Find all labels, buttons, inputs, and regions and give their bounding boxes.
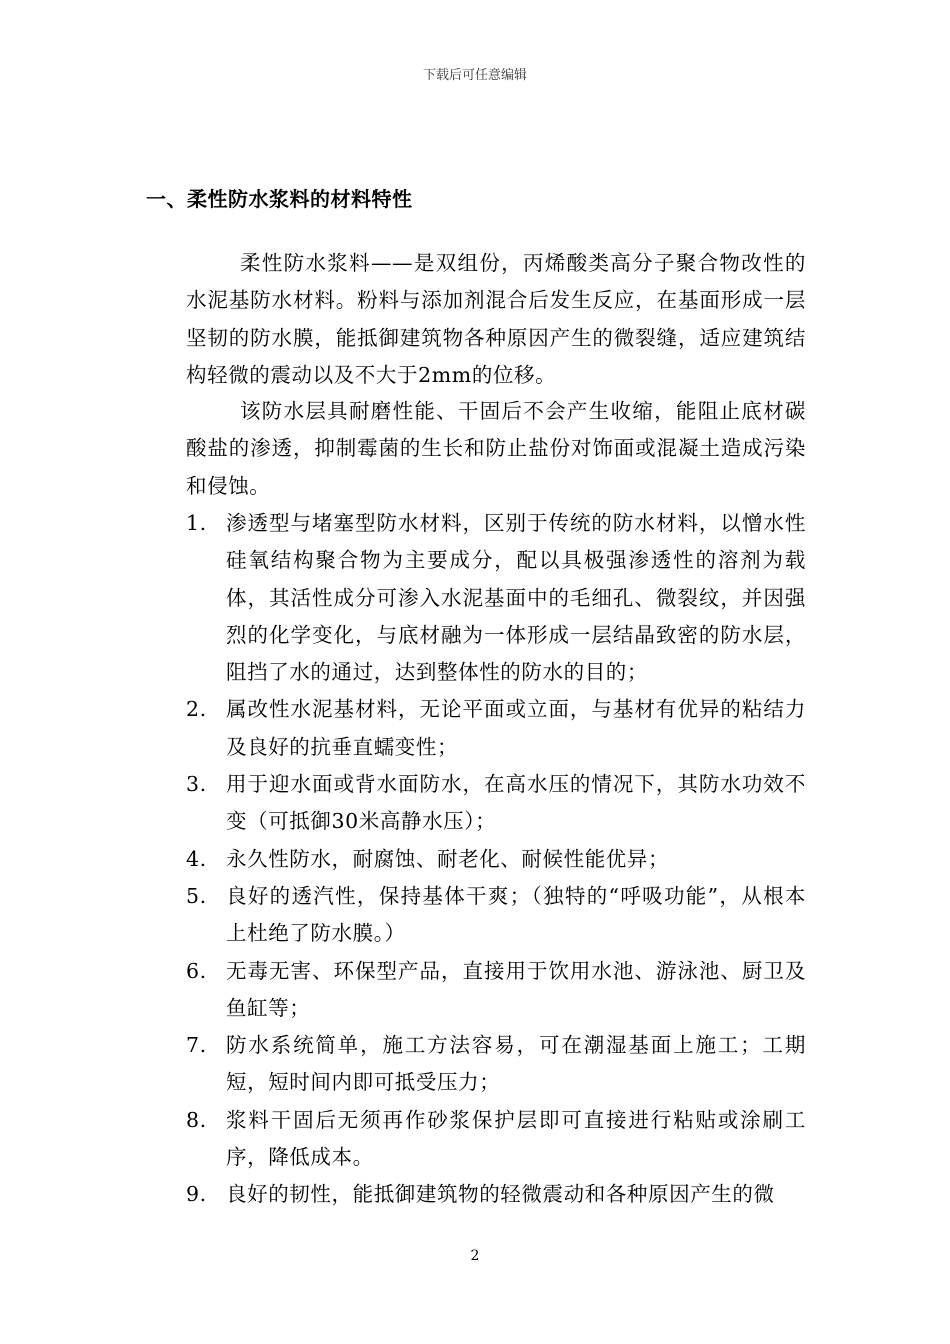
list-item-text: 属改性水泥基材料，无论平面或立面，与基材有优异的粘结力及良好的抗垂直蠕变性；: [226, 697, 806, 759]
list-item-text: 良好的韧性，能抵御建筑物的轻微震动和各种原因产生的微: [226, 1182, 775, 1207]
list-item: [186, 1176, 806, 1213]
feature-list: [186, 505, 806, 1214]
list-item: [186, 766, 806, 841]
list-number: 4.: [186, 846, 207, 871]
list-number: 9.: [186, 1182, 207, 1207]
list-item: [186, 878, 806, 953]
paragraph-text: 柔性防水浆料——是双组份，丙烯酸类高分子聚合物改性的水泥基防水材料。粉料与添加剂混合后发生反应，在基面形成一层坚韧的防水膜，能抵御建筑物各种原因产生的微裂缝，适应建筑结构轻微的震动以及不大于2mm的位移。: [186, 251, 806, 387]
list-item: [186, 1027, 806, 1102]
list-item: [186, 1102, 806, 1177]
list-item-text: 良好的透汽性，保持基体干爽；（独特的“呼吸功能”，从根本上杜绝了防水膜。）: [226, 883, 806, 946]
list-item-text: 渗透型与堵塞型防水材料，区别于传统的防水材料，以憎水性硅氧结构聚合物为主要成分，配以具极强渗透性的溶剂为载体，其活性成分可渗入水泥基面中的毛细孔、微裂纹，并因强烈的化学变化，与底材融为一体形成一层结晶致密的防水层，阻挡了水的通过，达到整体性的防水的目的；: [226, 511, 806, 685]
list-item-text: 无毒无害、环保型产品，直接用于饮用水池、游泳池、厨卫及鱼缸等；: [226, 958, 806, 1020]
paragraph-text: 该防水层具耐磨性能、干固后不会产生收缩，能阻止底材碳酸盐的渗透，抑制霉菌的生长和防止盐份对饰面或混凝土造成污染和侵蚀。: [186, 399, 806, 498]
intro-paragraph: [186, 245, 806, 394]
list-number: 1.: [186, 511, 207, 535]
list-item: [186, 691, 806, 766]
download-watermark: 下载后可任意编辑: [422, 68, 527, 83]
list-item-text: 防水系统简单，施工方法容易，可在潮湿基面上施工；工期短，短时间内即可抵受压力；: [226, 1033, 806, 1095]
section-title: 一、柔性防水浆料的材料特性: [146, 187, 413, 211]
list-number: 2.: [186, 697, 207, 722]
list-item-text: 用于迎水面或背水面防水，在高水压的情况下，其防水功效不变（可抵御30米高静水压）；: [226, 772, 806, 834]
list-item: [186, 505, 806, 691]
list-number: 6.: [186, 958, 207, 983]
list-number: 8.: [186, 1107, 207, 1132]
list-item-text: 永久性防水，耐腐蚀、耐老化、耐候性能优异；: [226, 846, 670, 871]
list-item-text: 浆料干固后无须再作砂浆保护层即可直接进行粘贴或涂刷工序，降低成本。: [226, 1107, 806, 1170]
page-number: 2: [470, 1248, 480, 1264]
list-item: [186, 953, 806, 1028]
list-number: 5.: [186, 883, 207, 908]
list-item: [186, 841, 806, 878]
list-number: 7.: [186, 1033, 207, 1058]
list-number: 3.: [186, 772, 207, 797]
properties-paragraph: [186, 393, 806, 505]
